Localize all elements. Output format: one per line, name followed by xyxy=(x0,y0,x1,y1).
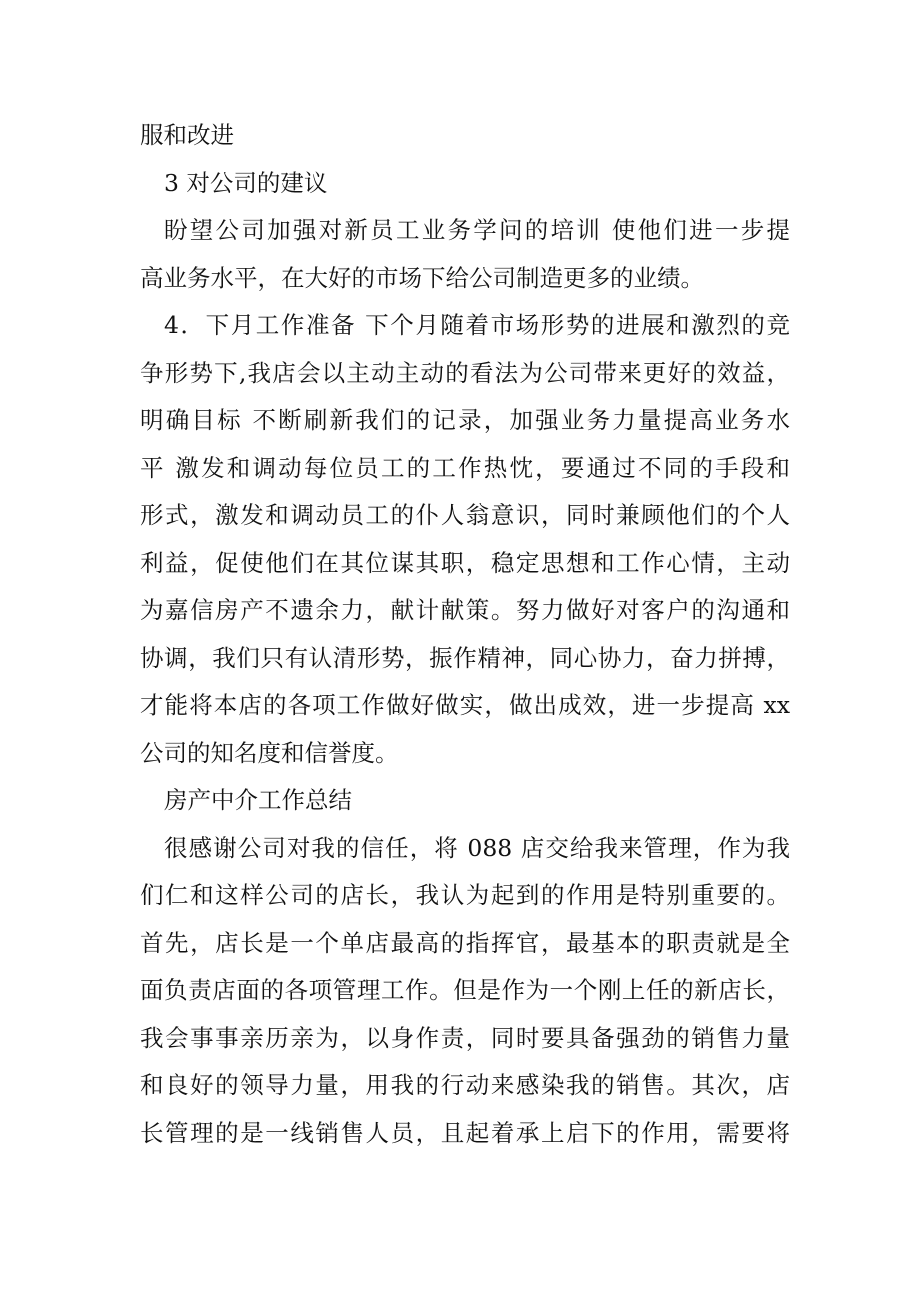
section-heading: 3 对公司的建议 xyxy=(164,168,328,197)
section-heading: 房产中介工作总结 xyxy=(164,786,352,814)
text-line: 明确目标 不断刷新我们的记录，加强业务力量提高业务水 xyxy=(140,406,790,434)
text-line: 争形势下,我店会以主动主动的看法为公司带来更好的效益， xyxy=(140,358,790,387)
text-line: 们仁和这样公司的店长，我认为起到的作用是特别重要的。 xyxy=(140,881,790,909)
text-line: 高业务水平，在大好的市场下给公司制造更多的业绩。 xyxy=(140,263,704,292)
text-line: 面负责店面的各项管理工作。但是作为一个刚上任的新店长， xyxy=(140,976,790,1004)
text-line: 长管理的是一线销售人员，且起着承上启下的作用，需要将 xyxy=(140,1118,790,1147)
text-line: 为嘉信房产不遗余力，献计献策。努力做好对客户的沟通和 xyxy=(140,596,790,624)
text-line: 形式，激发和调动员工的仆人翁意识，同时兼顾他们的个人 xyxy=(140,501,790,529)
text-line: 盼望公司加强对新员工业务学问的培训 使他们进一步提 xyxy=(164,216,790,244)
text-line: 和良好的领导力量，用我的行动来感染我的销售。其次，店 xyxy=(140,1071,790,1099)
text-line: 利益，促使他们在其位谋其职，稳定思想和工作心情，主动 xyxy=(140,548,790,577)
text-line: 公司的知名度和信誉度。 xyxy=(140,738,399,767)
text-line: 服和改进 xyxy=(140,121,234,149)
text-line: 才能将本店的各项工作做好做实，做出成效，进一步提高 xx xyxy=(140,691,790,719)
text-line: 很感谢公司对我的信任，将 088 店交给我来管理，作为我 xyxy=(164,833,790,862)
text-line: 首先，店长是一个单店最高的指挥官，最基本的职责就是全 xyxy=(140,928,790,957)
text-line: 4．下月工作准备 下个月随着市场形势的进展和激烈的竞 xyxy=(164,311,790,339)
text-line: 协调，我们只有认清形势，振作精神，同心协力，奋力拼搏， xyxy=(140,643,790,672)
text-line: 我会事事亲历亲为，以身作责，同时要具备强劲的销售力量 xyxy=(140,1023,790,1052)
document-body xyxy=(140,112,790,1157)
text-line: 平 激发和调动每位员工的工作热忱，要通过不同的手段和 xyxy=(140,453,790,482)
